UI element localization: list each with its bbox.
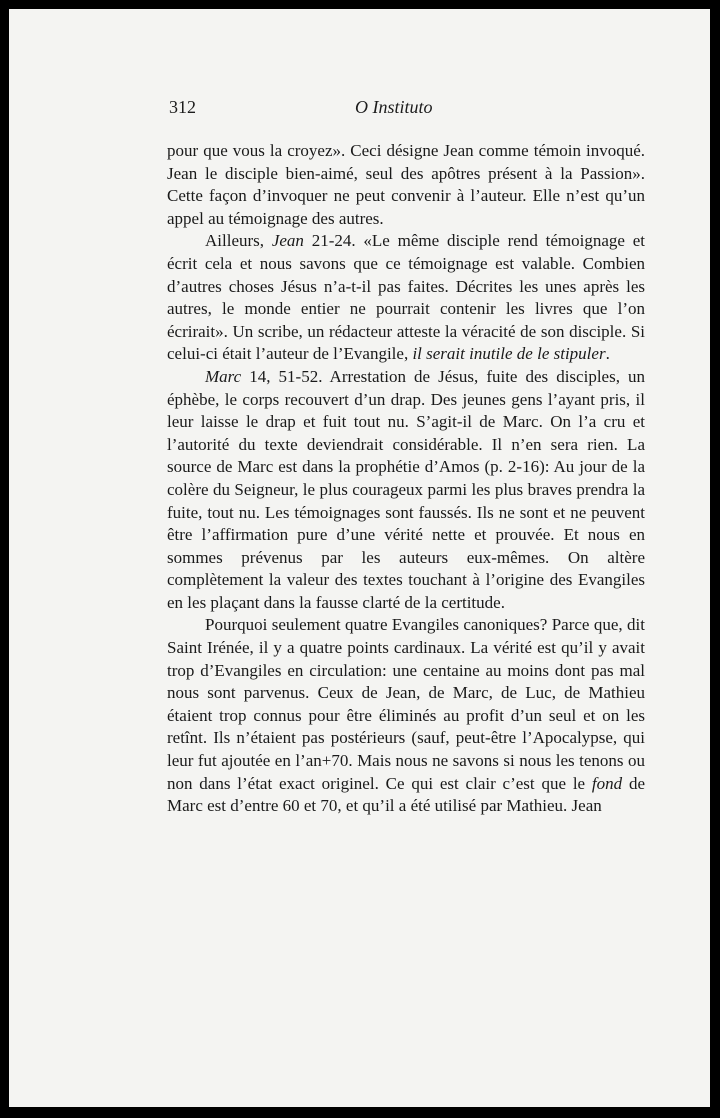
text-run: pour que vous la croyez». Ceci désigne Jean comme témoin invoqué. Jean le disciple bien-aimé, seul des apôtres présent à la Passion». Cette façon d’invoquer ne peut convenir à l’auteur. Elle n’est qu’un appel au témoignage des autres. (167, 141, 645, 228)
paragraph (167, 230, 645, 366)
paragraph (167, 366, 645, 615)
text-run: Pourquoi seulement quatre Evangiles canoniques? Parce que, dit Saint Irénée, il y a quatre points cardinaux. La vérité est qu’il y avait trop d’Evangiles en circulation: une centaine au moins dont pas mal nous sont parvenus. Ceux de Jean, de Marc, de Luc, de Mathieu étaient trop connus pour être éliminés au profit d’un seul et on les retînt. Ils n’étaient pas postérieurs (sauf, peut-être l’Apocalypse, qui leur fut ajoutée en l’an+70. Mais nous ne savons si nous les tenons ou non dans l’état exact originel. Ce qui est clair c’est que le (167, 615, 645, 793)
italic-reference: Marc (205, 366, 242, 386)
italic-emphasis: fond (591, 773, 623, 793)
italic-emphasis: il serait inutile de le stipuler (412, 344, 606, 364)
body-text (167, 140, 645, 818)
paragraph (167, 140, 645, 230)
text-run: 14, 51-52. Arrestation de Jésus, fuite des disciples, un éphèbe, le corps recouvert d’un drap. Des jeunes gens l’ayant pris, il leur laisse le drap et fuit tout nu. S’agit-il de Marc. On l’a cru et l’autorité du texte deviendrait considérable. Il n’en sera rien. La source de Marc est dans la prophétie d’Amos (p. 2-16): Au jour de la colère du Seigneur, le plus courageux parmi les plus braves prendra la fuite, tout nu. Les témoignages sont faussés. Ils ne sont et ne peuvent être l’affirmation pure d’une vérité nette et prouvée. Et nous en sommes prévenus par les auteurs eux-mêmes. On altère complètement la valeur des textes touchant à l’origine des Evangiles en les plaçant dans la fausse clarté de la certitude. (167, 366, 645, 612)
italic-reference: Jean (271, 231, 304, 251)
running-title: O Instituto (355, 97, 433, 117)
page-number: 312 (169, 97, 196, 117)
paragraph (167, 614, 645, 817)
text-run: 21-24. «Le même disciple rend témoignage et écrit cela et nous savons que ce témoignage est valable. Combien d’autres choses Jésus n’a-t-il pas faites. Décrites les unes après les autres, le monde entier ne pourrait contenir les livres que l’on écrirait». Un scribe, un rédacteur atteste la véracité de son disciple. Si celui-ci était l’auteur de l’Evangile, (167, 231, 645, 364)
text-run: Ailleurs, (205, 231, 272, 251)
text-run: de Marc est d’entre 60 et 70, et qu’il a été utilisé par Mathieu. Jean (167, 773, 645, 816)
text-run: . (605, 344, 610, 364)
book-page (9, 9, 710, 1107)
page-header (169, 97, 649, 123)
